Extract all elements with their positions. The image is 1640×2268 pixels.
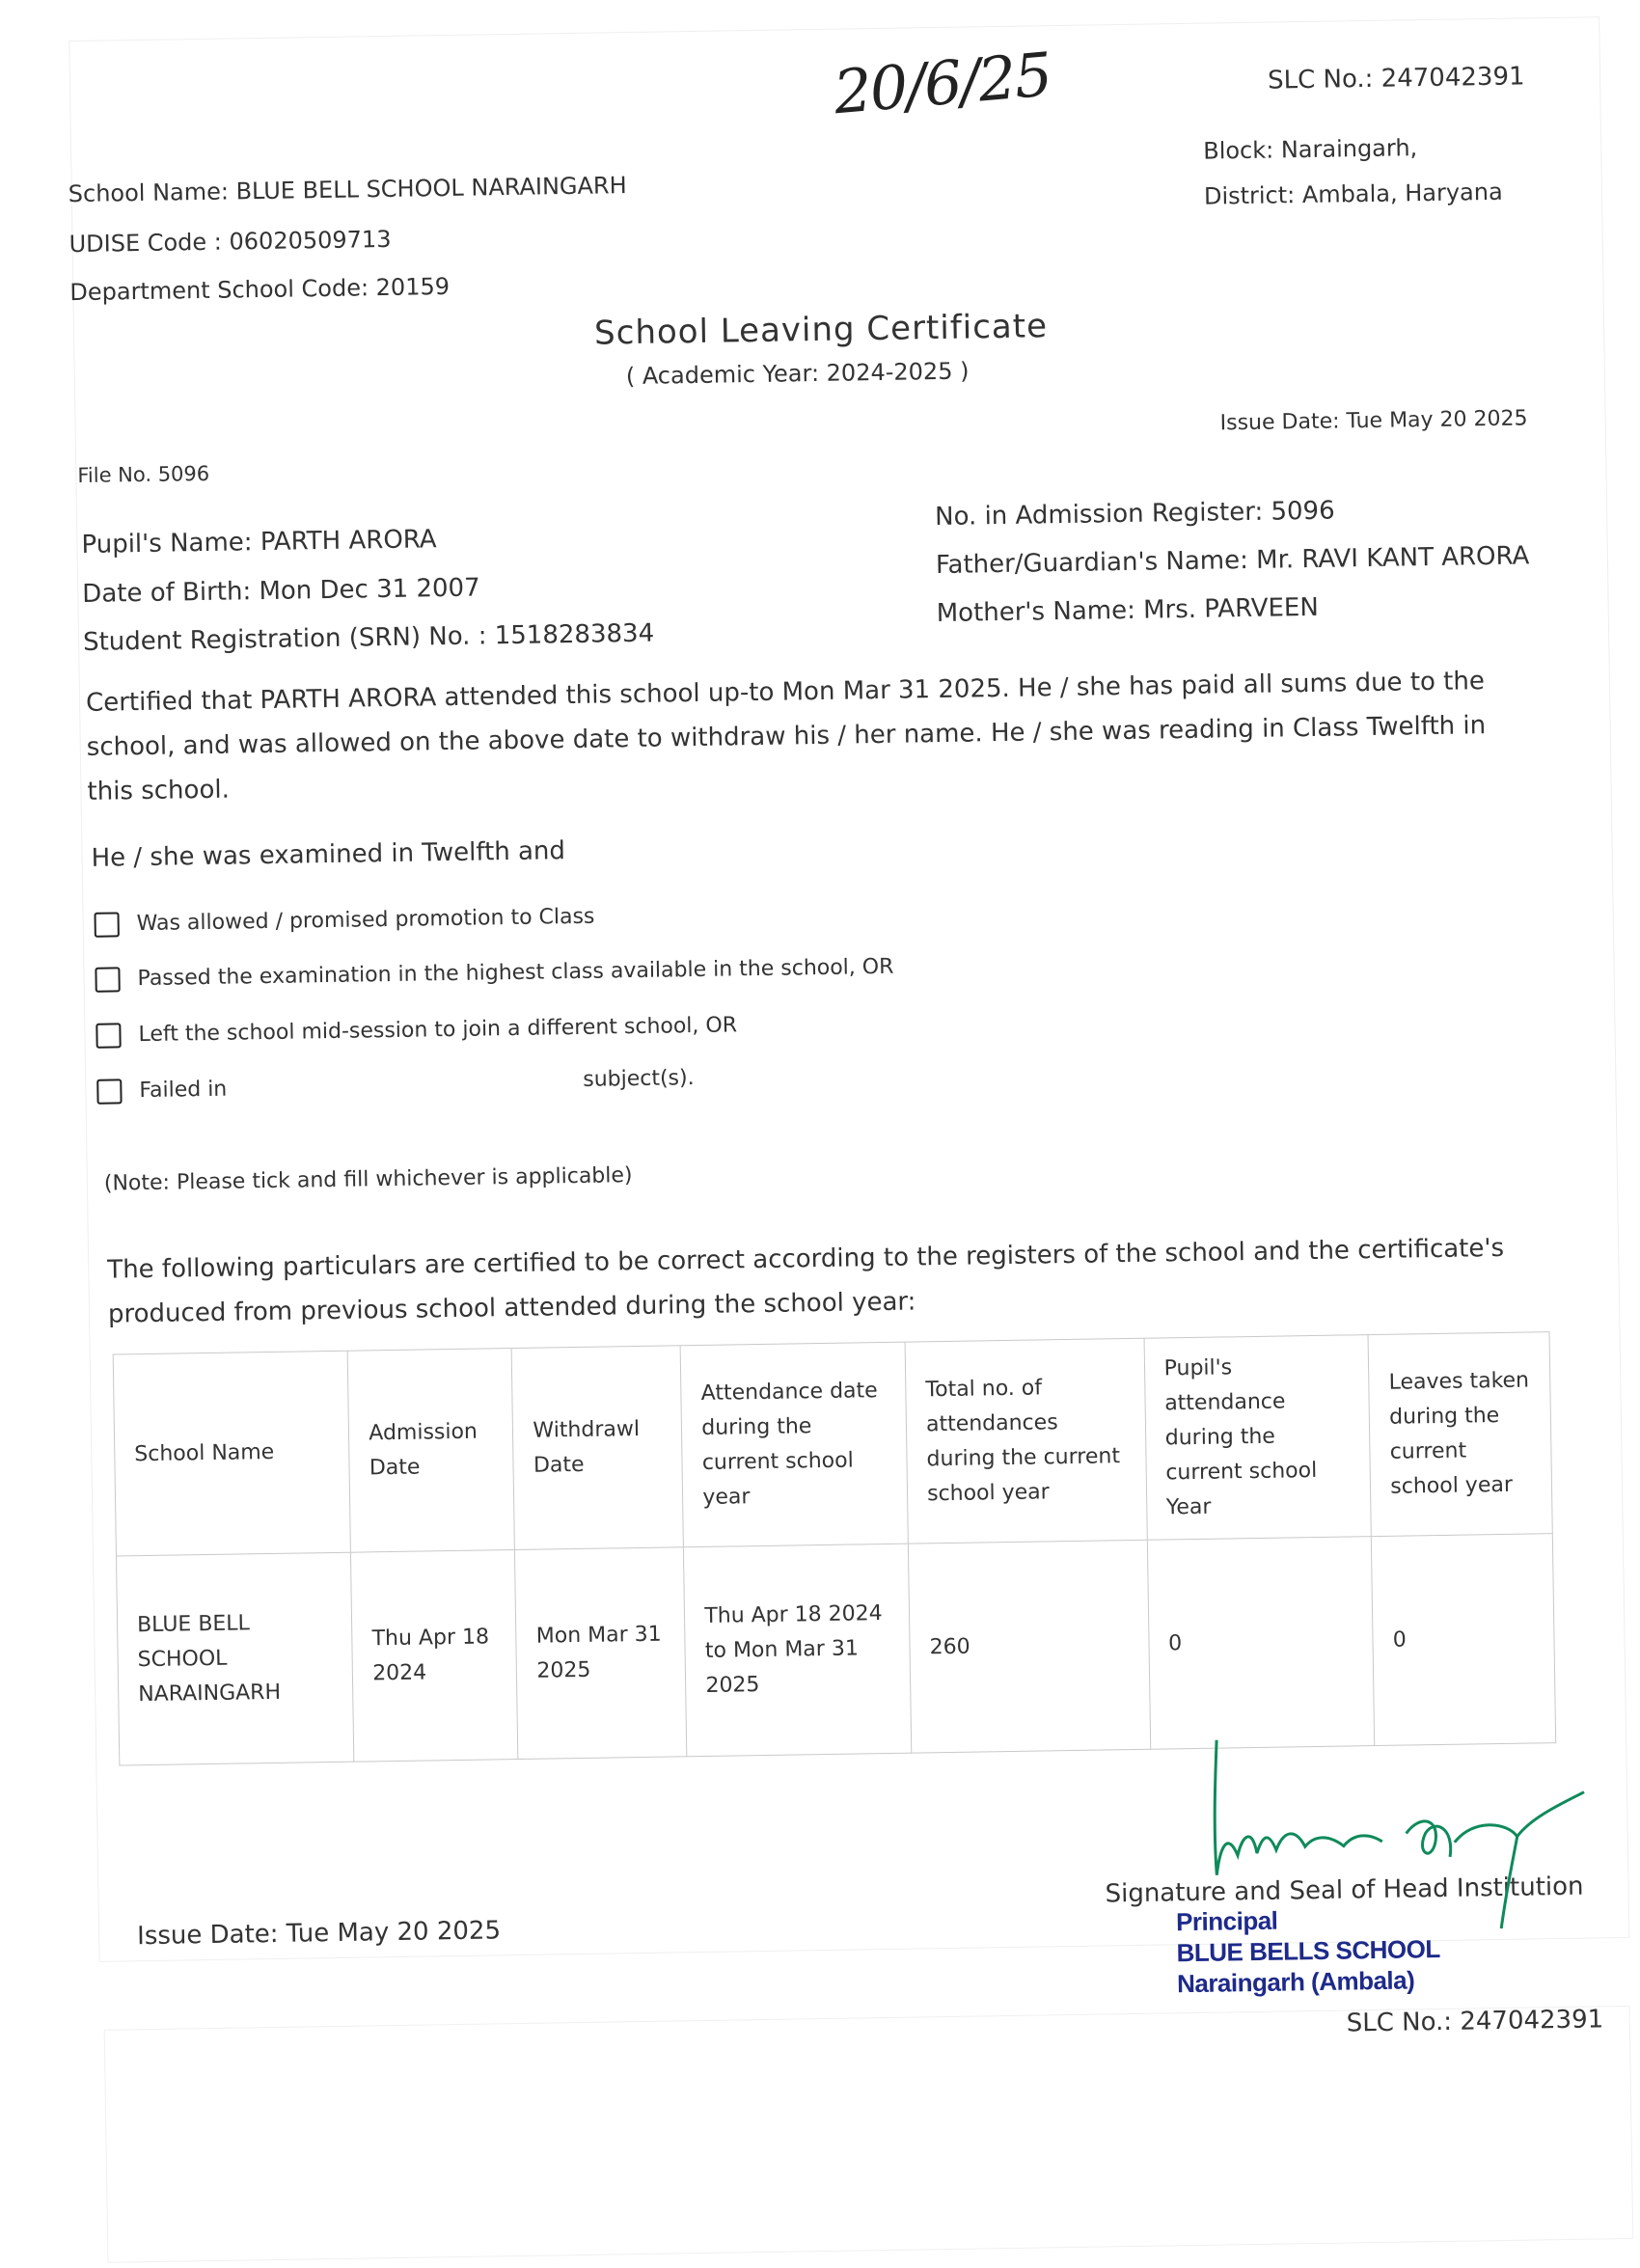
table-cell: Mon Mar 31 2025 xyxy=(515,1547,687,1760)
department-school-code: Department School Code: 20159 xyxy=(69,272,451,307)
handwritten-date: 20/6/25 xyxy=(831,39,1053,128)
certificate-title: School Leaving Certificate xyxy=(593,307,1049,353)
option-failed-label: Failed in xyxy=(139,1077,228,1104)
column-header: Attendance date during the current school year xyxy=(680,1342,908,1547)
admission-register-number: No. in Admission Register: 5096 xyxy=(934,496,1335,533)
stamp-line-2: BLUE BELLS SCHOOL xyxy=(1176,1934,1440,1968)
certified-paragraph: Certified that PARTH ARORA attended this school up-to Mon Mar 31 2025. He / she has paid all sums due to the school, and was allowed on the above date to withdraw his / her name. He / she was reading in Class Twelfth in this school. xyxy=(85,667,1487,806)
father-name: Father/Guardian's Name: Mr. RAVI KANT ARORA xyxy=(935,541,1530,581)
issue-date-top: Issue Date: Tue May 20 2025 xyxy=(1219,406,1528,436)
option-left-mid-session-label: Left the school mid-session to join a different school, OR xyxy=(138,1013,738,1048)
table-cell: Thu Apr 18 2024 xyxy=(351,1550,519,1762)
examined-text: He / she was examined in Twelfth and xyxy=(91,836,566,873)
checkbox-passed[interactable] xyxy=(95,967,120,992)
table-header-row xyxy=(113,1332,1552,1556)
stamp-line-3: Naraingarh (Ambala) xyxy=(1176,1965,1415,1999)
principal-stamp xyxy=(1176,1902,1441,1999)
district: District: Ambala, Haryana xyxy=(1203,178,1503,210)
date-of-birth: Date of Birth: Mon Dec 31 2007 xyxy=(82,573,480,609)
stamp-line-1: Principal xyxy=(1175,1905,1278,1937)
option-passed-label: Passed the examination in the highest class available in the school, OR xyxy=(137,954,894,992)
note: (Note: Please tick and fill whichever is applicable) xyxy=(103,1163,633,1196)
table-cell: Thu Apr 18 2024 to Mon Mar 31 2025 xyxy=(684,1544,912,1757)
subjects-label: subject(s). xyxy=(583,1066,695,1092)
column-header: Leaves taken during the current school year xyxy=(1368,1332,1552,1537)
table-cell: 0 xyxy=(1147,1537,1375,1750)
udise-code: UDISE Code : 06020509713 xyxy=(68,225,392,259)
pupil-name: Pupil's Name: PARTH ARORA xyxy=(81,525,437,560)
particulars-paragraph: The following particulars are certified to be correct according to the registers of the school and the certificate's produced from previous school attended during the school year: xyxy=(107,1233,1505,1329)
school-name: School Name: BLUE BELL SCHOOL NARAINGARH xyxy=(68,172,627,208)
column-header: Pupil's attendance during the current school Year xyxy=(1144,1335,1372,1541)
srn-number: Student Registration (SRN) No. : 1518283834 xyxy=(82,618,655,657)
lower-border xyxy=(104,2006,1634,2263)
registers-table xyxy=(113,1331,1557,1765)
table-cell: 0 xyxy=(1372,1534,1556,1746)
slc-number-top: SLC No.: 247042391 xyxy=(1267,62,1525,96)
block: Block: Naraingarh, xyxy=(1203,134,1418,165)
option-promotion-label: Was allowed / promised promotion to Class xyxy=(136,904,595,937)
table-cell: 260 xyxy=(908,1540,1150,1753)
checkbox-left-mid-session[interactable] xyxy=(96,1023,121,1048)
checkbox-failed[interactable] xyxy=(96,1079,122,1104)
checkbox-promotion[interactable] xyxy=(94,912,119,937)
column-header: Withdrawl Date xyxy=(512,1346,684,1550)
slc-number-bottom: SLC No.: 247042391 xyxy=(1346,2005,1604,2038)
issue-date-bottom: Issue Date: Tue May 20 2025 xyxy=(136,1916,502,1952)
column-header: Admission Date xyxy=(347,1349,514,1553)
option-failed[interactable] xyxy=(96,1077,227,1106)
file-number: File No. 5096 xyxy=(77,461,210,488)
column-header: Total no. of attendances during the current school year xyxy=(905,1338,1147,1544)
mother-name: Mother's Name: Mrs. PARVEEN xyxy=(936,592,1320,629)
table-cell: BLUE BELL SCHOOL NARAINGARH xyxy=(116,1552,354,1765)
table-row xyxy=(116,1534,1555,1765)
column-header: School Name xyxy=(113,1351,351,1556)
academic-year: ( Academic Year: 2024-2025 ) xyxy=(625,357,970,391)
signature-label: Signature and Seal of Head Institution xyxy=(1105,1872,1584,1909)
